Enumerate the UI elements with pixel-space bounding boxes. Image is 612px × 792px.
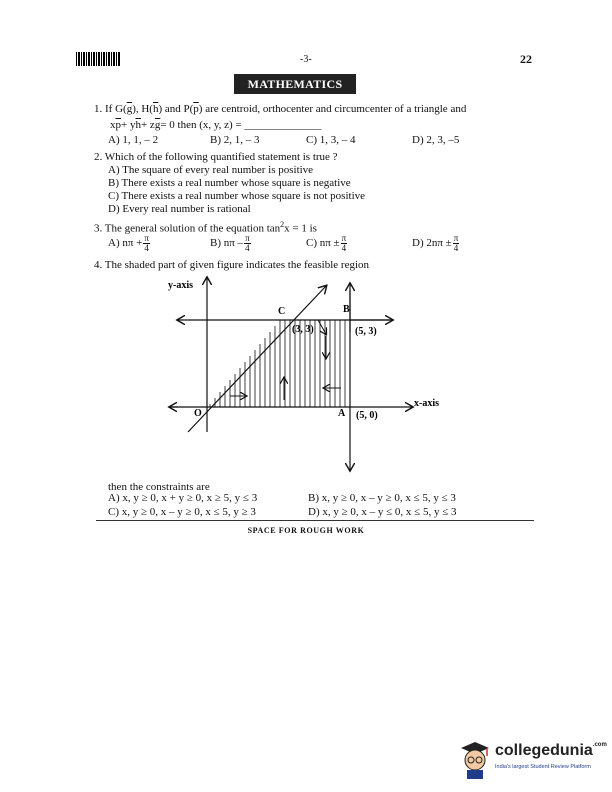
question-paper-code: 22 bbox=[520, 52, 532, 66]
x-axis-label: x-axis bbox=[414, 398, 439, 409]
page-number: -3- bbox=[300, 54, 312, 65]
q4-option-d[interactable]: D) x, y ≥ 0, x – y ≤ 0, x ≤ 5, y ≤ 3 bbox=[308, 506, 457, 518]
feasible-region-graph bbox=[150, 272, 470, 477]
divider-line bbox=[96, 520, 534, 521]
q4-option-b[interactable]: B) x, y ≥ 0, x – y ≥ 0, x ≤ 5, y ≤ 3 bbox=[308, 492, 456, 504]
q4-question: 4. The shaded part of given figure indicates the feasible region bbox=[94, 259, 370, 271]
shaded-region bbox=[210, 320, 345, 407]
q4-then-text: then the constraints are bbox=[108, 481, 210, 493]
q2-option-b[interactable]: B) There exists a real number whose square is negative bbox=[108, 177, 351, 189]
point-c-coordinates: (3, 3) bbox=[292, 324, 314, 335]
q3-option-c[interactable]: C) nπ ± $\frac{\pi}{4}$ bbox=[306, 233, 347, 253]
y-axis-label: y-axis bbox=[168, 280, 193, 291]
q4-option-c[interactable]: C) x, y ≥ 0, x – y ≥ 0, x ≤ 5, y ≥ 3 bbox=[108, 506, 256, 518]
q3-option-a[interactable]: A) nπ + $\frac{\pi}{4}$ bbox=[108, 233, 149, 253]
section-title: MATHEMATICS bbox=[234, 74, 356, 94]
q1-option-d[interactable]: D) 2, 3, –5 bbox=[412, 134, 460, 146]
q1-option-c[interactable]: C) 1, 3, – 4 bbox=[306, 134, 356, 146]
vertex-c-label: C bbox=[278, 306, 286, 317]
mascot-icon bbox=[457, 738, 493, 780]
q1-line1: 1. If $G(\overline{g})$, $H(\overline{h})$ and $P(\overline{p})$ are centroid, orthocenter and circumcenter of a triangle and bbox=[94, 103, 467, 115]
q2-option-c[interactable]: C) There exists a real number whose square is not positive bbox=[108, 190, 366, 202]
origin-label: O bbox=[194, 408, 202, 419]
rough-work-caption: SPACE FOR ROUGH WORK bbox=[247, 526, 365, 535]
q2-question: 2. Which of the following quantified statement is true ? bbox=[94, 151, 338, 163]
q1-option-b[interactable]: B) 2, 1, – 3 bbox=[210, 134, 260, 146]
q3-option-d[interactable]: D) 2nπ ± $\frac{\pi}{4}$ bbox=[412, 233, 459, 253]
q2-option-a[interactable]: A) The square of every real number is positive bbox=[108, 164, 314, 176]
q3-question: 3. The general solution of the equation $\tan^2x = 1$ is bbox=[94, 220, 317, 235]
q4-option-a[interactable]: A) x, y ≥ 0, x + y ≥ 0, x ≥ 5, y ≤ 3 bbox=[108, 492, 258, 504]
q2-option-d[interactable]: D) Every real number is rational bbox=[108, 203, 251, 215]
point-b-coordinates: (5, 3) bbox=[355, 326, 377, 337]
barcode bbox=[76, 52, 120, 66]
vertex-a-label: A bbox=[338, 408, 346, 419]
vertex-b-label: B bbox=[343, 304, 350, 315]
point-a-coordinates: (5, 0) bbox=[356, 410, 378, 421]
collegedunia-logo: collegedunia$^{.com}$ India's largest Student Review Platform bbox=[455, 736, 605, 784]
q3-option-b[interactable]: B) nπ – $\frac{\pi}{4}$ bbox=[210, 233, 250, 253]
q1-line2: $x\overline{p}+ y\overline{h}+ z\overline{g}= 0$ then (x, y, z) = ______________ bbox=[110, 119, 322, 131]
q1-option-a[interactable]: A) 1, 1, – 2 bbox=[108, 134, 159, 146]
